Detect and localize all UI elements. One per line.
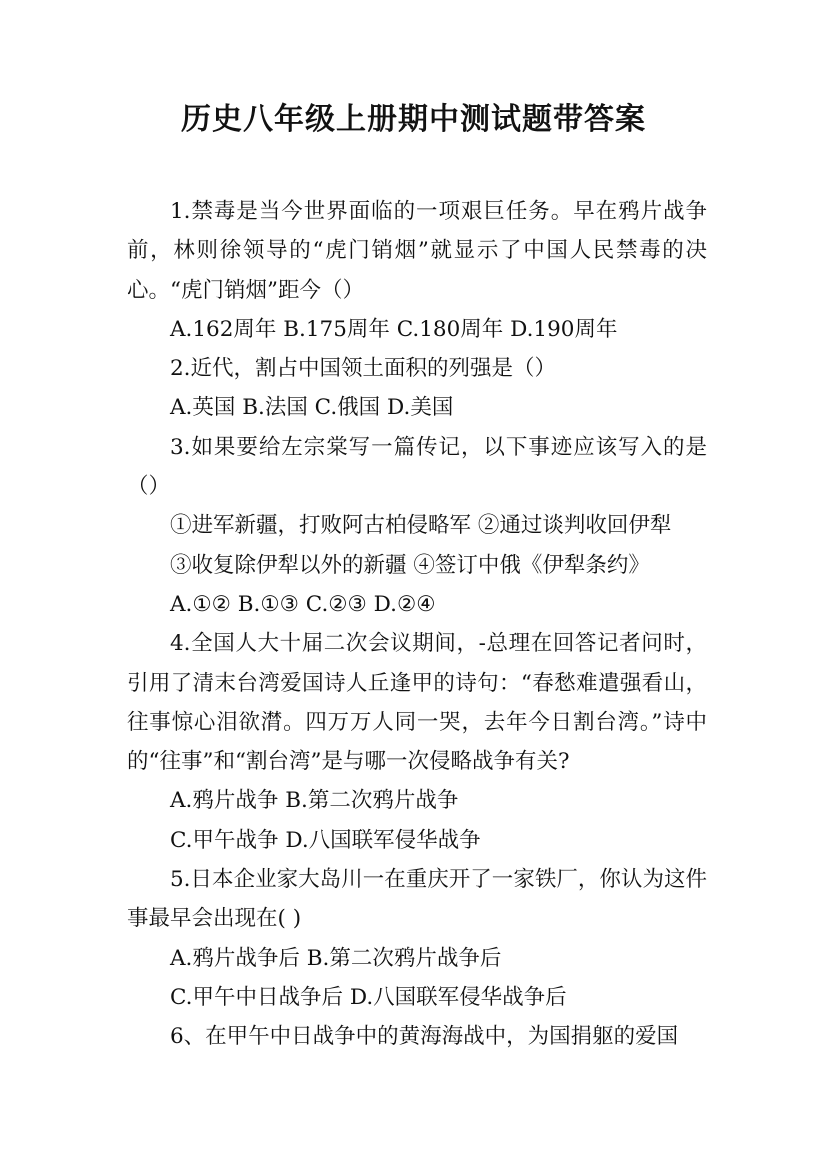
question-4-options-cd: C.甲午战争 D.八国联军侵华战争 xyxy=(170,827,481,853)
question-5-text: 5.日本企业家大岛川一在重庆开了一家铁厂，你认为这件事最早会出现在( ) xyxy=(127,867,707,932)
question-5-options-cd: C.甲午中日战争后 D.八国联军侵华战争后 xyxy=(170,984,567,1010)
document-title: 历史八年级上册期中测试题带答案 xyxy=(181,102,646,137)
question-3-items-1-2: ①进军新疆，打败阿古柏侵略军 ②通过谈判收回伊犁 xyxy=(170,513,672,539)
question-6-text: 6、在甲午中日战争中的黄海海战中，为国捐躯的爱国 xyxy=(170,1024,679,1050)
question-4-text: 4.全国人大十届二次会议期间，-总理在回答记者问时，引用了清末台湾爱国诗人丘逢甲的诗句：“春愁难遣强看山，往事惊心泪欲潸。四万万人同一哭，去年今日割台湾。”诗中的“往事”和“割台湾”是与哪一次侵略战争有关? xyxy=(127,631,707,775)
question-3-text: 3.如果要给左宗棠写一篇传记，以下事迹应该写入的是（） xyxy=(127,434,707,500)
question-5-options-ab: A.鸦片战争后 B.第二次鸦片战争后 xyxy=(170,945,502,971)
question-1-text: 1.禁毒是当今世界面临的一项艰巨任务。早在鸦片战争前，林则徐领导的“虎门销烟”就显示了中国人民禁毒的决心。“虎门销烟”距今（） xyxy=(127,199,707,303)
question-1-options: A.162周年 B.175周年 C.180周年 D.190周年 xyxy=(170,316,618,342)
question-4-options-ab: A.鸦片战争 B.第二次鸦片战争 xyxy=(170,788,459,814)
question-3-options: A.①② B.①③ C.②③ D.②④ xyxy=(170,591,436,617)
document-body xyxy=(127,192,707,1057)
question-3-items-3-4: ③收复除伊犁以外的新疆 ④签订中俄《伊犁条约》 xyxy=(170,552,650,578)
question-2-options: A.英国 B.法国 C.俄国 D.美国 xyxy=(170,395,454,421)
question-2-text: 2.近代，割占中国领土面积的列强是（） xyxy=(170,356,557,382)
